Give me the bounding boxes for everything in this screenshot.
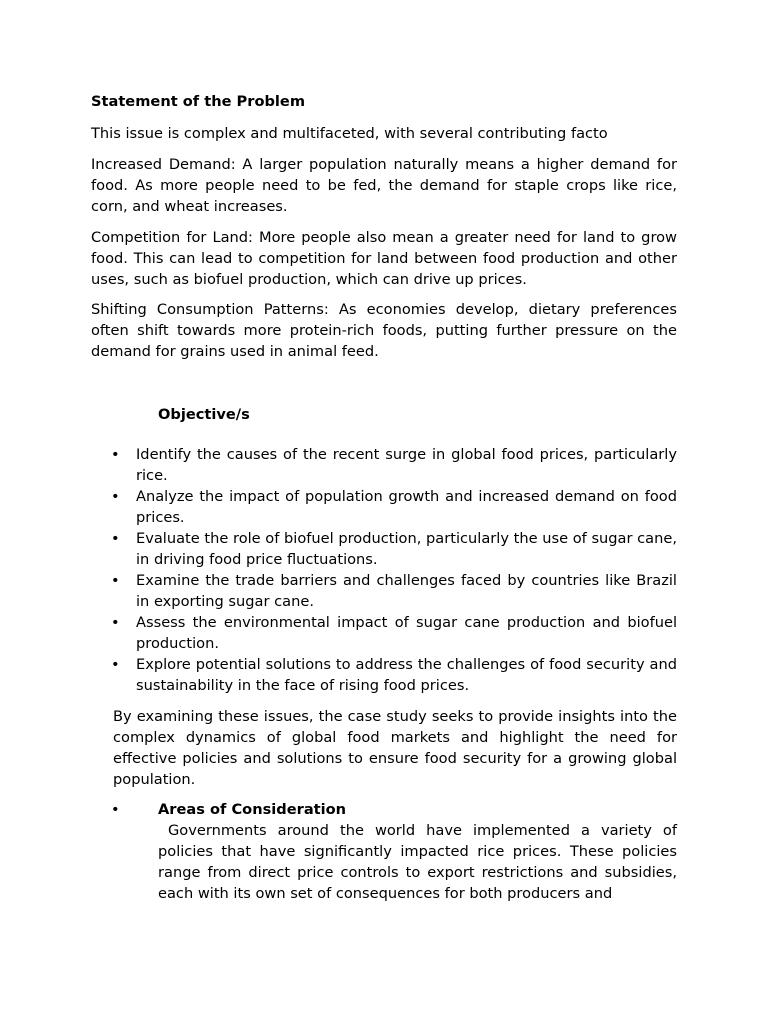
objective-text: Analyze the impact of population growth and increased demand on food prices. (136, 488, 677, 526)
paragraph-shifting-consumption: Shifting Consumption Patterns: As economies develop, dietary preferences often shift towards more protein-rich foods, putting further pressure on the demand for grains used in animal feed. (91, 301, 677, 360)
page-title: Statement of the Problem (91, 93, 306, 110)
bullet-icon: • (111, 801, 120, 818)
areas-paragraph: Governments around the world have implemented a variety of policies that have significantly impacted rice prices. These policies range from direct price controls to export restrictions and subsidies, each with its own set of consequences for both producers and (158, 822, 677, 902)
objectives-list (91, 444, 677, 696)
list-item (91, 654, 677, 696)
list-item (91, 444, 677, 486)
list-item (91, 528, 677, 570)
objective-text: Explore potential solutions to address the challenges of food security and sustainability in the face of rising food prices. (136, 656, 677, 694)
bullet-icon: • (111, 488, 120, 505)
objective-text: Examine the trade barriers and challenges faced by countries like Brazil in exporting sugar cane. (136, 572, 677, 610)
closing-paragraph: By examining these issues, the case study seeks to provide insights into the complex dynamics of global food markets and highlight the need for effective policies and solutions to ensure food security for a growing global population. (113, 708, 677, 788)
objective-text: Assess the environmental impact of sugar cane production and biofuel production. (136, 614, 677, 652)
paragraph-increased-demand: Increased Demand: A larger population naturally means a higher demand for food. As more people need to be fed, the demand for staple crops like rice, corn, and wheat increases. (91, 156, 677, 215)
bullet-icon: • (111, 572, 120, 589)
bullet-icon: • (111, 530, 120, 547)
list-item (91, 486, 677, 528)
bullet-icon: • (111, 446, 120, 463)
bullet-icon: • (111, 656, 120, 673)
list-item (91, 570, 677, 612)
bullet-icon: • (111, 614, 120, 631)
areas-heading: Areas of Consideration (158, 801, 347, 818)
objectives-heading: Objective/s (158, 406, 250, 423)
objective-text: Evaluate the role of biofuel production, particularly the use of sugar cane, in driving food price fluctuations. (136, 530, 677, 568)
objective-text: Identify the causes of the recent surge in global food prices, particularly rice. (136, 446, 677, 484)
intro-paragraph: This issue is complex and multifaceted, with several contributing facto (91, 125, 608, 142)
list-item (91, 612, 677, 654)
paragraph-competition-for-land: Competition for Land: More people also mean a greater need for land to grow food. This can lead to competition for land between food production and other uses, such as biofuel production, which can drive up prices. (91, 229, 677, 288)
